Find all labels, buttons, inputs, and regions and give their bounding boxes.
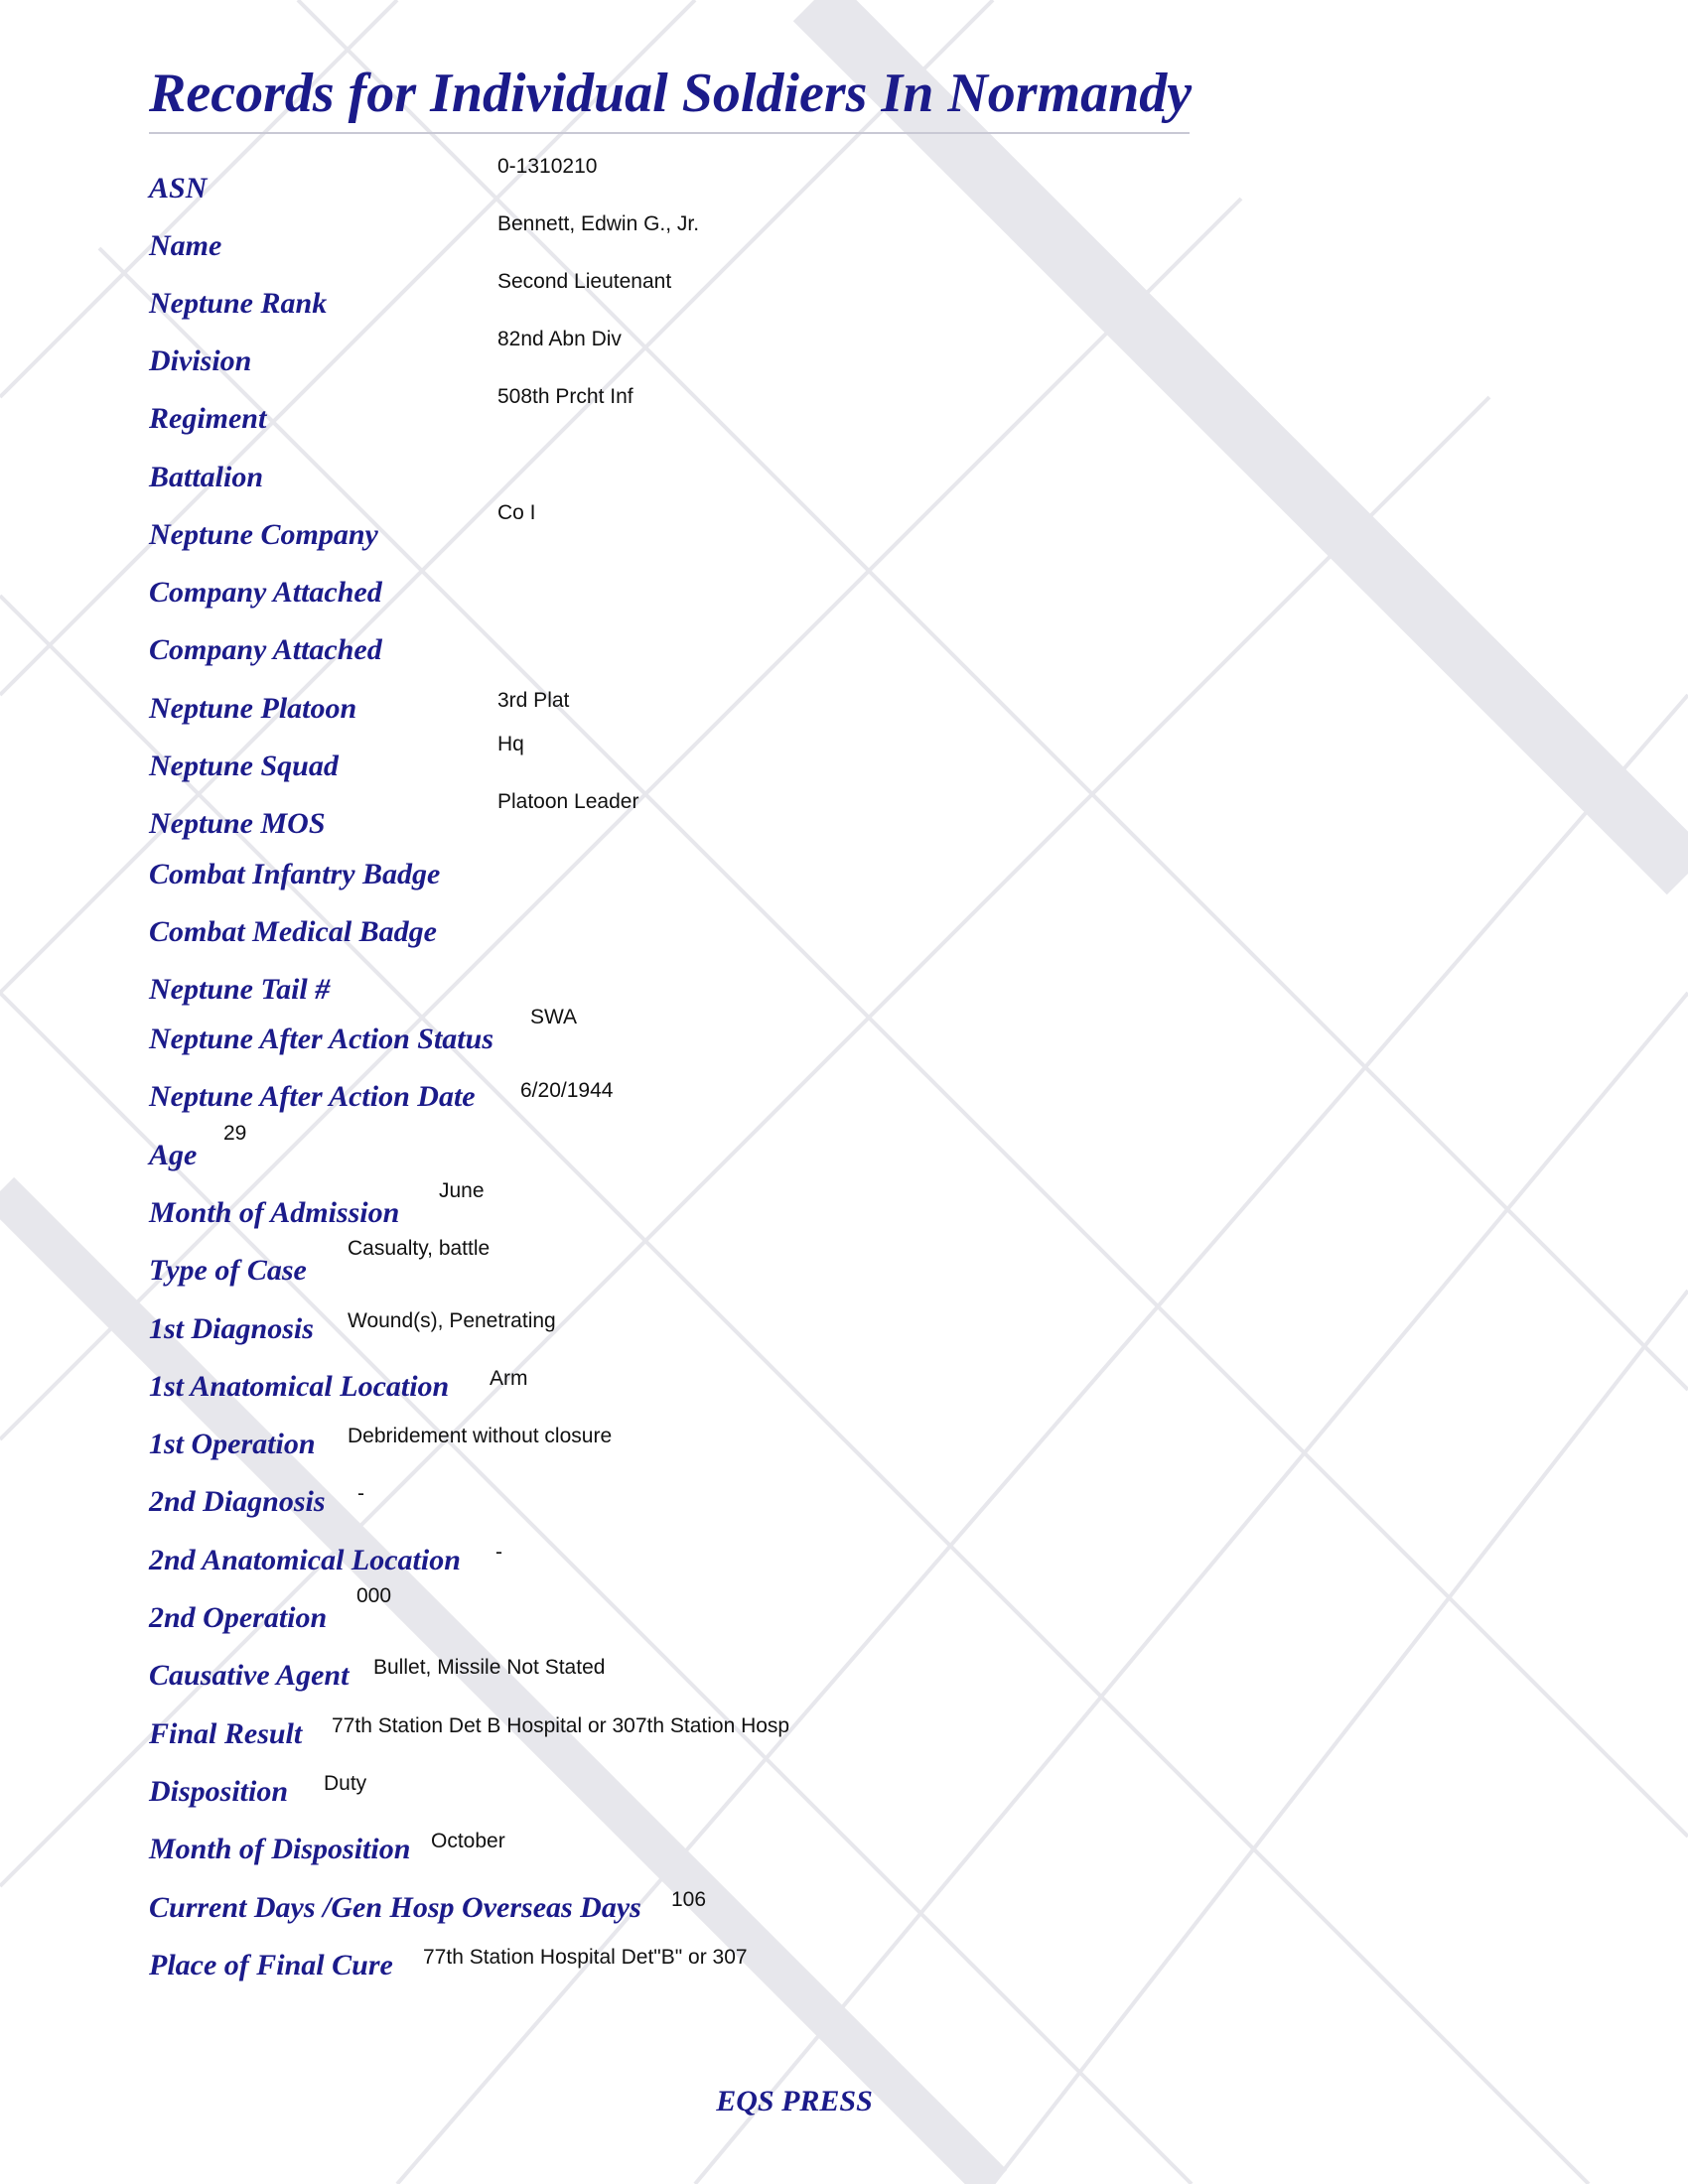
field-value: 77th Station Hospital Det"B" or 307 [423,1946,748,1969]
field-value: October [431,1830,505,1852]
field-value: Bennett, Edwin G., Jr. [497,212,700,235]
field-label: Disposition [149,1775,289,1808]
field-value: 82nd Abn Div [497,328,622,350]
field-label: Month of Admission [149,1196,400,1229]
field-label: Neptune Squad [149,750,339,782]
field-label: 1st Diagnosis [149,1312,314,1345]
field-value: Second Lieutenant [497,270,672,293]
field-value: 0-1310210 [497,155,598,178]
field-value: Duty [324,1772,367,1795]
field-value: 77th Station Det B Hospital or 307th Station Hosp [332,1714,790,1737]
field-label: Company Attached [149,576,382,609]
title-divider [149,132,1190,134]
field-label: 2nd Operation [149,1601,328,1634]
page-title: Records for Individual Soldiers In Normandy [149,63,1193,124]
field-label: ASN [149,172,208,205]
field-label: Name [149,229,222,262]
field-label: 1st Anatomical Location [149,1370,450,1403]
field-label: Neptune Company [149,518,378,551]
field-label: Place of Final Cure [149,1949,393,1981]
field-value: 508th Prcht Inf [497,385,633,408]
field-label: Age [149,1139,198,1171]
field-label: 2nd Anatomical Location [149,1544,461,1576]
field-label: Neptune After Action Status [149,1023,493,1055]
field-value: 106 [671,1888,707,1911]
field-label: Regiment [149,402,267,435]
field-label: Month of Disposition [149,1833,411,1865]
field-value: Platoon Leader [497,790,639,813]
field-label: Neptune After Action Date [149,1080,476,1113]
field-label: Battalion [149,461,264,493]
field-value: Co I [497,501,536,524]
field-label: Neptune MOS [149,807,326,840]
field-label: Combat Infantry Badge [149,858,441,890]
field-value: 3rd Plat [497,689,570,712]
field-label: Division [149,344,252,377]
field-label: Neptune Platoon [149,692,357,725]
field-label: Current Days /Gen Hosp Overseas Days [149,1891,641,1924]
field-value: 29 [223,1122,247,1145]
field-value: - [495,1541,502,1564]
field-value: Debridement without closure [348,1425,613,1447]
field-value: Wound(s), Penetrating [348,1309,556,1332]
field-value: Hq [497,733,524,755]
field-value: Bullet, Missile Not Stated [373,1656,606,1679]
field-value: 6/20/1944 [520,1079,614,1102]
field-label: Final Result [149,1717,303,1750]
field-value: SWA [530,1006,578,1028]
field-value: 000 [356,1584,392,1607]
field-value: Casualty, battle [348,1237,491,1260]
field-label: 1st Operation [149,1428,316,1460]
field-label: Type of Case [149,1254,307,1287]
field-value: - [357,1482,364,1505]
field-label: 2nd Diagnosis [149,1485,326,1518]
field-label: Neptune Rank [149,287,328,320]
field-label: Neptune Tail # [149,973,331,1006]
field-label: Causative Agent [149,1659,350,1692]
field-label: Company Attached [149,633,382,666]
field-value: June [439,1179,485,1202]
footer-brand: EQS PRESS [716,2085,873,2117]
field-label: Combat Medical Badge [149,915,437,948]
field-value: Arm [490,1367,528,1390]
